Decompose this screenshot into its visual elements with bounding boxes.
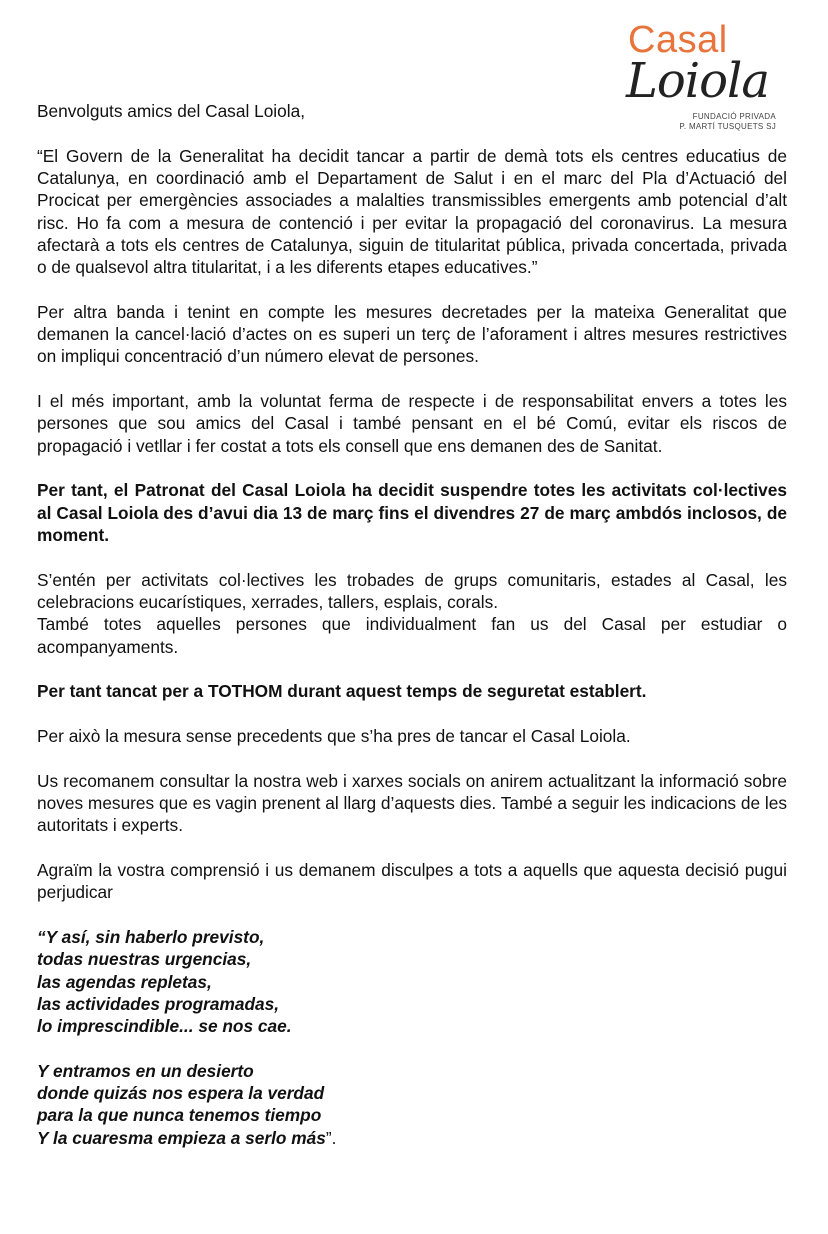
poem-line: “Y así, sin haberlo previsto,	[37, 926, 265, 947]
paragraph-recommendation: Us recomanem consultar la nostra web i xarxes socials on anirem actualitzant la informació sobre noves mesures que es vagin prenent al llarg d’aquests dies. També a seguir les indicacions de les autoritats i experts.	[37, 770, 787, 836]
poem-line: para la que nunca tenemos tiempo	[37, 1105, 322, 1126]
poem-stanza-1	[37, 926, 787, 1037]
poem-line: las actividades programadas,	[37, 993, 280, 1014]
poem-line: todas nuestras urgencias,	[37, 949, 252, 970]
poem-line: donde quizás nos espera la verdad	[37, 1083, 325, 1104]
poem-stanza-2	[37, 1060, 787, 1149]
paragraph-closed-for-all: Per tant tancat per a TOTHOM durant aquest temps de seguretat establert.	[37, 681, 647, 702]
poem-closing-mark: ”.	[325, 1127, 337, 1148]
poem-line: Y entramos en un desierto	[37, 1060, 254, 1081]
poem-line: Y la cuaresma empieza a serlo más	[37, 1127, 326, 1148]
paragraph-unprecedented-measure: Per això la mesura sense precedents que s’ha pres de tancar el Casal Loiola.	[37, 725, 631, 746]
paragraph-responsibility: I el més important, amb la voluntat ferma de respecte i de responsabilitat envers a totes les persones que sou amics del Casal i també pensant en el bé Comú, evitar els riscos de propagació i vetllar i fer costat a tots els consell que ens demanen des de Sanitat.	[37, 391, 787, 456]
poem-line: lo imprescindible... se nos cae.	[37, 1016, 292, 1037]
poem-last-line	[37, 1127, 787, 1149]
poem-line: las agendas repletas,	[37, 971, 212, 992]
paragraph-suspension-notice: Per tant, el Patronat del Casal Loiola ha decidit suspendre totes les activitats col·lectives al Casal Loiola des d’avui dia 13 de març fins el divendres 27 de març ambdós inclosos, de moment.	[37, 480, 787, 546]
letter-body	[37, 100, 787, 1149]
logo-word-loiola: Loiola	[626, 53, 769, 109]
paragraph-thanks: Agraïm la vostra comprensió i us demanem disculpes a tots a aquells que aquesta decisió pugui perjudicar	[37, 859, 787, 903]
paragraph-collective-activities: S’entén per activitats col·lectives les trobades de grups comunitaris, estades al Casal, les celebracions eucarístiques, xerrades, tallers, esplais, corals.	[37, 569, 787, 612]
greeting: Benvolguts amics del Casal Loiola,	[37, 101, 306, 121]
paragraph-individual-users: També totes aquelles persones que individualment fan us del Casal per estudiar o acompanyaments.	[37, 614, 787, 657]
paragraph-restrictive-measures: Per altra banda i tenint en compte les mesures decretades per la mateixa Generalitat que demanen la cancel·lació d’actes on es superi un terç de l’aforament i altres mesures restrictives on impliqui concentració d’un número elevat de persones.	[37, 301, 787, 367]
logo-subtitle-founder: P. MARTÍ TUSQUETS SJ	[679, 122, 776, 131]
logo-subtitle-foundation: FUNDACIÓ PRIVADA	[692, 112, 776, 121]
logo-word-casal: Casal	[628, 19, 728, 61]
paragraph-government-decision: “El Govern de la Generalitat ha decidit tancar a partir de demà tots els centres educatius de Catalunya, en coordinació amb el Departament de Salut i en el marc del Pla d’Actuació del Procicat per emergències associades a malalties transmissibles emergents amb potencial d’alt risc. Ho fa com a mesura de contenció i per evitar la propagació del coronavirus. La mesura afectarà a tots els centres de Catalunya, siguin de titularitat pública, privada concertada, privada o de qualsevol altra titularitat, i a les diferents etapes educatives.”	[37, 145, 787, 278]
